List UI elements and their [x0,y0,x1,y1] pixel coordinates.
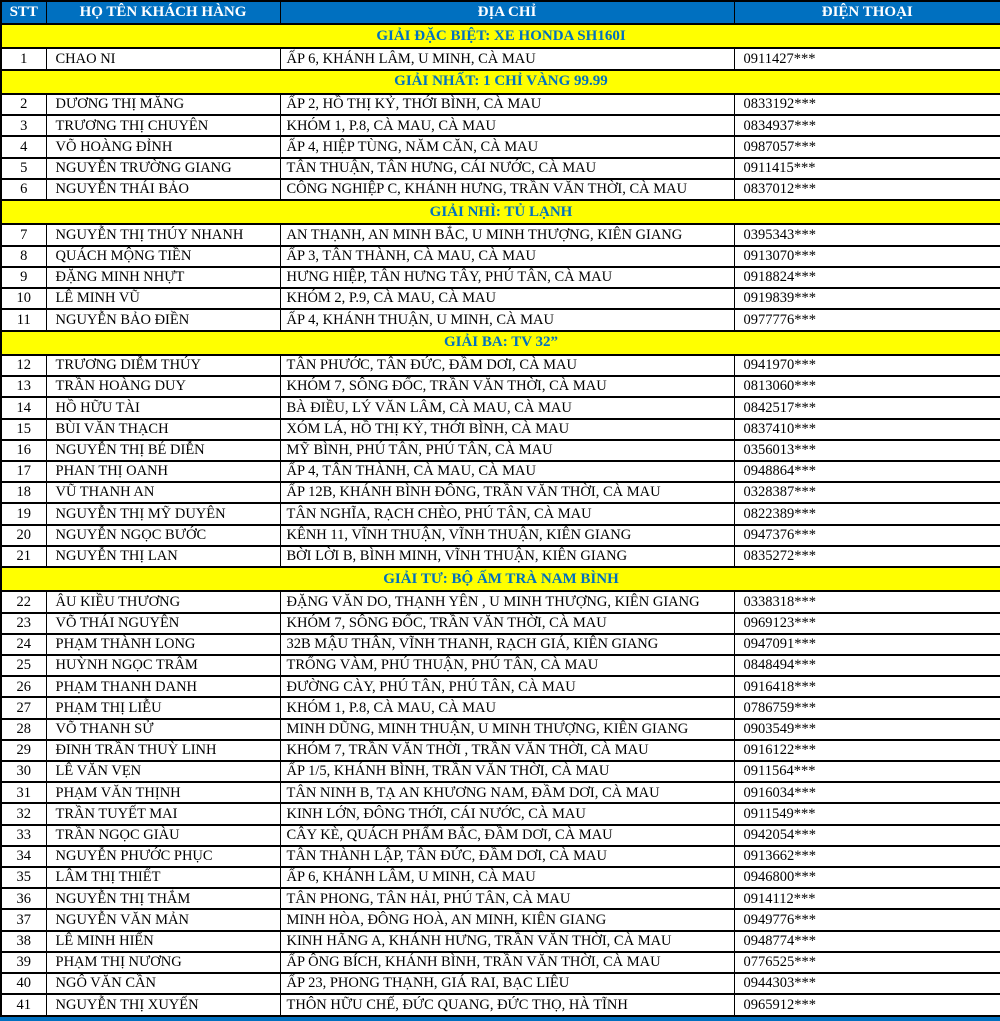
cell-stt: 10 [1,288,46,309]
cell-phone: 0356013*** [734,440,1000,461]
cell-name: NGÔ VĂN CẦN [46,973,280,994]
cell-stt: 31 [1,782,46,803]
prize-section-title: GIẢI TƯ: BỘ ẤM TRÀ NAM BÌNH [1,567,1000,591]
cell-phone: 0822389*** [734,503,1000,524]
cell-stt: 24 [1,634,46,655]
table-row [1,846,1000,867]
cell-phone: 0916418*** [734,676,1000,697]
table-row [1,376,1000,397]
cell-stt: 35 [1,867,46,888]
cell-stt: 15 [1,419,46,440]
cell-address: HƯNG HIỆP, TÂN HƯNG TÂY, PHÚ TÂN, CÀ MAU [280,267,734,288]
cell-name: NGUYỄN THỊ THẮM [46,888,280,909]
cell-phone: 0942054*** [734,825,1000,846]
cell-name: TRƯƠNG THỊ CHUYÊN [46,115,280,136]
cell-stt: 25 [1,655,46,676]
cell-stt: 33 [1,825,46,846]
table-row [1,931,1000,952]
table-row [1,397,1000,418]
cell-address: ẤP 1/5, KHÁNH BÌNH, TRẦN VĂN THỜI, CÀ MAU [280,761,734,782]
cell-address: ẤP 23, PHONG THẠNH, GIÁ RAI, BẠC LIÊU [280,973,734,994]
cell-address: KINH HÃNG A, KHÁNH HƯNG, TRẦN VĂN THỜI, CÀ MAU [280,931,734,952]
cell-phone: 0842517*** [734,397,1000,418]
cell-address: ẤP 6, KHÁNH LÂM, U MINH, CÀ MAU [280,48,734,69]
cell-name: BÙI VĂN THẠCH [46,419,280,440]
cell-phone: 0833192*** [734,94,1000,115]
cell-address: ẤP 4, KHÁNH THUẬN, U MINH, CÀ MAU [280,309,734,330]
cell-address: ĐẶNG VĂN DO, THẠNH YÊN , U MINH THƯỢNG, KIÊN GIANG [280,591,734,612]
cell-stt: 14 [1,397,46,418]
table-row [1,419,1000,440]
table-row [1,888,1000,909]
table-row [1,461,1000,482]
cell-stt: 21 [1,546,46,567]
col-header-phone: ĐIỆN THOẠI [734,1,1000,24]
cell-name: LÊ MINH HIẾN [46,931,280,952]
table-row [1,94,1000,115]
cell-stt: 13 [1,376,46,397]
table-row [1,136,1000,157]
cell-address: CÔNG NGHIỆP C, KHÁNH HƯNG, TRẦN VĂN THỜI, CÀ MAU [280,179,734,200]
table-row [1,48,1000,69]
cell-phone: 0903549*** [734,719,1000,740]
cell-name: PHẠM THỊ NƯƠNG [46,952,280,973]
cell-name: TRƯƠNG DIỄM THÚY [46,355,280,376]
cell-stt: 7 [1,224,46,245]
cell-name: NGUYỄN THỊ BÉ DIỄN [46,440,280,461]
cell-name: NGUYỄN BẢO ĐIỀN [46,309,280,330]
prize-section-title: GIẢI BA: TV 32” [1,331,1000,355]
cell-name: VÕ HOÀNG ĐỈNH [46,136,280,157]
table-row [1,697,1000,718]
cell-phone: 0987057*** [734,136,1000,157]
cell-address: ẤP 2, HỒ THỊ KỶ, THỚI BÌNH, CÀ MAU [280,94,734,115]
cell-name: LÂM THỊ THIẾT [46,867,280,888]
cell-stt: 18 [1,482,46,503]
col-header-name: HỌ TÊN KHÁCH HÀNG [46,1,280,24]
cell-phone: 0918824*** [734,267,1000,288]
cell-name: ĐINH TRẦN THUỲ LINH [46,740,280,761]
cell-stt: 22 [1,591,46,612]
cell-phone: 0965912*** [734,994,1000,1016]
cell-stt: 29 [1,740,46,761]
table-row [1,973,1000,994]
header-row [1,1,1000,24]
cell-stt: 40 [1,973,46,994]
table-row [1,655,1000,676]
cell-stt: 26 [1,676,46,697]
cell-phone: 0977776*** [734,309,1000,330]
cell-phone: 0813060*** [734,376,1000,397]
cell-phone: 0941970*** [734,355,1000,376]
cell-address: ẤP 4, HIỆP TÙNG, NĂM CĂN, CÀ MAU [280,136,734,157]
next-header-row-partial [0,1017,1000,1021]
cell-phone: 0948774*** [734,931,1000,952]
col-header-stt: STT [1,1,46,24]
cell-phone: 0786759*** [734,697,1000,718]
cell-name: PHẠM THỊ LIỄU [46,697,280,718]
cell-phone: 0911415*** [734,158,1000,179]
table-row [1,676,1000,697]
table-row [1,909,1000,930]
cell-name: ÂU KIỀU THƯƠNG [46,591,280,612]
cell-stt: 36 [1,888,46,909]
cell-address: KHÓM 7, SÔNG ĐỐC, TRẦN VĂN THỜI, CÀ MAU [280,376,734,397]
cell-address: ẤP 4, TÂN THÀNH, CÀ MAU, CÀ MAU [280,461,734,482]
cell-phone: 0911427*** [734,48,1000,69]
prize-section-row [1,567,1000,591]
table-row [1,546,1000,567]
cell-phone: 0919839*** [734,288,1000,309]
cell-name: LÊ VĂN VẸN [46,761,280,782]
cell-address: KHÓM 1, P.8, CÀ MAU, CÀ MAU [280,697,734,718]
cell-address: XÓM LÁ, HỒ THỊ KỶ, THỚI BÌNH, CÀ MAU [280,419,734,440]
table-row [1,440,1000,461]
cell-stt: 1 [1,48,46,69]
table-row [1,825,1000,846]
cell-address: KHÓM 7, SÔNG ĐỐC, TRẦN VĂN THỜI, CÀ MAU [280,613,734,634]
cell-address: MỸ BÌNH, PHÚ TÂN, PHÚ TÂN, CÀ MAU [280,440,734,461]
cell-phone: 0914112*** [734,888,1000,909]
cell-phone: 0328387*** [734,482,1000,503]
cell-name: TRẦN TUYẾT MAI [46,803,280,824]
table-row [1,634,1000,655]
cell-stt: 32 [1,803,46,824]
table-row [1,246,1000,267]
cell-phone: 0338318*** [734,591,1000,612]
table-row [1,309,1000,330]
cell-name: TRẦN NGỌC GIÀU [46,825,280,846]
cell-stt: 30 [1,761,46,782]
cell-phone: 0949776*** [734,909,1000,930]
cell-phone: 0946800*** [734,867,1000,888]
cell-phone: 0913662*** [734,846,1000,867]
cell-stt: 17 [1,461,46,482]
cell-address: ẤP 12B, KHÁNH BÌNH ĐÔNG, TRẦN VĂN THỜI, CÀ MAU [280,482,734,503]
table-row [1,355,1000,376]
cell-stt: 39 [1,952,46,973]
cell-phone: 0948864*** [734,461,1000,482]
table-row [1,525,1000,546]
cell-name: NGUYỄN THỊ MỸ DUYÊN [46,503,280,524]
cell-name: TRẦN HOÀNG DUY [46,376,280,397]
cell-address: AN THẠNH, AN MINH BẮC, U MINH THƯỢNG, KIÊN GIANG [280,224,734,245]
cell-name: PHẠM VĂN THỊNH [46,782,280,803]
cell-address: MINH DŨNG, MINH THUẬN, U MINH THƯỢNG, KIÊN GIANG [280,719,734,740]
table-row [1,482,1000,503]
cell-phone: 0834937*** [734,115,1000,136]
cell-stt: 6 [1,179,46,200]
cell-stt: 20 [1,525,46,546]
table-row [1,158,1000,179]
table-row [1,267,1000,288]
table-row [1,179,1000,200]
cell-stt: 41 [1,994,46,1016]
prize-section-title: GIẢI NHẤT: 1 CHỈ VÀNG 99.99 [1,70,1000,94]
cell-phone: 0835272*** [734,546,1000,567]
cell-phone: 0947376*** [734,525,1000,546]
cell-address: TÂN NINH B, TẠ AN KHƯƠNG NAM, ĐẦM DƠI, CÀ MAU [280,782,734,803]
cell-phone: 0395343*** [734,224,1000,245]
cell-stt: 34 [1,846,46,867]
cell-phone: 0776525*** [734,952,1000,973]
cell-name: NGUYỄN THỊ XUYẾN [46,994,280,1016]
cell-name: ĐẶNG MINH NHỰT [46,267,280,288]
cell-phone: 0916034*** [734,782,1000,803]
cell-stt: 3 [1,115,46,136]
cell-name: NGUYỄN THỊ THÚY NHANH [46,224,280,245]
prize-section-row [1,24,1000,48]
cell-name: NGUYỄN THỊ LAN [46,546,280,567]
cell-stt: 2 [1,94,46,115]
cell-phone: 0911549*** [734,803,1000,824]
table-row [1,994,1000,1016]
cell-address: THÔN HỮU CHẾ, ĐỨC QUANG, ĐỨC THỌ, HÀ TĨNH [280,994,734,1016]
table-row [1,503,1000,524]
table-row [1,952,1000,973]
cell-name: NGUYỄN PHƯỚC PHỤC [46,846,280,867]
cell-address: ẤP ÔNG BÍCH, KHÁNH BÌNH, TRẦN VĂN THỜI, CÀ MAU [280,952,734,973]
cell-stt: 38 [1,931,46,952]
cell-address: TÂN NGHĨA, RẠCH CHÈO, PHÚ TÂN, CÀ MAU [280,503,734,524]
cell-address: TÂN PHƯỚC, TÂN ĐỨC, ĐẦM DƠI, CÀ MAU [280,355,734,376]
cell-address: ĐƯỜNG CÀY, PHÚ TÂN, PHÚ TÂN, CÀ MAU [280,676,734,697]
cell-name: LÊ MINH VŨ [46,288,280,309]
cell-address: KÊNH 11, VĨNH THUẬN, VĨNH THUẬN, KIÊN GIANG [280,525,734,546]
cell-stt: 11 [1,309,46,330]
prize-section-title: GIẢI NHÌ: TỦ LẠNH [1,200,1000,224]
cell-address: KHÓM 2, P.9, CÀ MAU, CÀ MAU [280,288,734,309]
table-row [1,115,1000,136]
cell-address: BÀ ĐIỀU, LÝ VĂN LÂM, CÀ MAU, CÀ MAU [280,397,734,418]
cell-name: VÕ THANH SỬ [46,719,280,740]
cell-stt: 16 [1,440,46,461]
cell-phone: 0913070*** [734,246,1000,267]
cell-address: ẤP 3, TÂN THÀNH, CÀ MAU, CÀ MAU [280,246,734,267]
prize-section-title: GIẢI ĐẶC BIỆT: XE HONDA SH160I [1,24,1000,48]
cell-name: NGUYỄN NGỌC BƯỚC [46,525,280,546]
cell-address: TÂN PHONG, TÂN HẢI, PHÚ TÂN, CÀ MAU [280,888,734,909]
cell-stt: 27 [1,697,46,718]
cell-stt: 19 [1,503,46,524]
cell-phone: 0837012*** [734,179,1000,200]
cell-address: MINH HÒA, ĐÔNG HOÀ, AN MINH, KIÊN GIANG [280,909,734,930]
prize-section-row [1,200,1000,224]
cell-phone: 0947091*** [734,634,1000,655]
prize-section-row [1,331,1000,355]
col-header-address: ĐỊA CHỈ [280,1,734,24]
cell-phone: 0944303*** [734,973,1000,994]
cell-stt: 5 [1,158,46,179]
table-row [1,719,1000,740]
cell-stt: 37 [1,909,46,930]
cell-address: KHÓM 7, TRẦN VĂN THỜI , TRẦN VĂN THỜI, CÀ MAU [280,740,734,761]
table-row [1,803,1000,824]
table-row [1,740,1000,761]
cell-name: DƯƠNG THỊ MĂNG [46,94,280,115]
cell-name: VŨ THANH AN [46,482,280,503]
cell-stt: 8 [1,246,46,267]
cell-name: PHAN THỊ OANH [46,461,280,482]
cell-phone: 0969123*** [734,613,1000,634]
prize-section-row [1,70,1000,94]
cell-stt: 9 [1,267,46,288]
cell-name: NGUYỄN TRƯỜNG GIANG [46,158,280,179]
cell-phone: 0848494*** [734,655,1000,676]
table-row [1,288,1000,309]
cell-stt: 23 [1,613,46,634]
cell-stt: 12 [1,355,46,376]
cell-address: TRỐNG VÀM, PHÚ THUẬN, PHÚ TÂN, CÀ MAU [280,655,734,676]
cell-address: KHÓM 1, P.8, CÀ MAU, CÀ MAU [280,115,734,136]
cell-name: QUÁCH MỘNG TIỀN [46,246,280,267]
cell-address: CÂY KÈ, QUÁCH PHẨM BẮC, ĐẦM DƠI, CÀ MAU [280,825,734,846]
cell-name: NGUYỄN VĂN MẢN [46,909,280,930]
table-row [1,782,1000,803]
cell-address: TÂN THUẬN, TÂN HƯNG, CÁI NƯỚC, CÀ MAU [280,158,734,179]
cell-address: KINH LỚN, ĐÔNG THỚI, CÁI NƯỚC, CÀ MAU [280,803,734,824]
cell-name: PHẠM THÀNH LONG [46,634,280,655]
table-row [1,761,1000,782]
cell-phone: 0837410*** [734,419,1000,440]
table-row [1,224,1000,245]
cell-name: CHAO NI [46,48,280,69]
cell-address: ẤP 6, KHÁNH LÂM, U MINH, CÀ MAU [280,867,734,888]
cell-name: NGUYỄN THÁI BẢO [46,179,280,200]
cell-name: HỒ HỮU TÀI [46,397,280,418]
cell-name: HUỲNH NGỌC TRÂM [46,655,280,676]
cell-stt: 4 [1,136,46,157]
table-row [1,591,1000,612]
cell-phone: 0911564*** [734,761,1000,782]
cell-address: BỜI LỜI B, BÌNH MINH, VĨNH THUẬN, KIÊN GIANG [280,546,734,567]
cell-stt: 28 [1,719,46,740]
cell-address: TÂN THÀNH LẬP, TÂN ĐỨC, ĐẦM DƠI, CÀ MAU [280,846,734,867]
table-row [1,867,1000,888]
cell-name: VÕ THÁI NGUYÊN [46,613,280,634]
cell-name: PHẠM THANH DANH [46,676,280,697]
table-row [1,613,1000,634]
cell-phone: 0916122*** [734,740,1000,761]
cell-address: 32B MẬU THÂN, VĨNH THANH, RẠCH GIÁ, KIÊN GIANG [280,634,734,655]
